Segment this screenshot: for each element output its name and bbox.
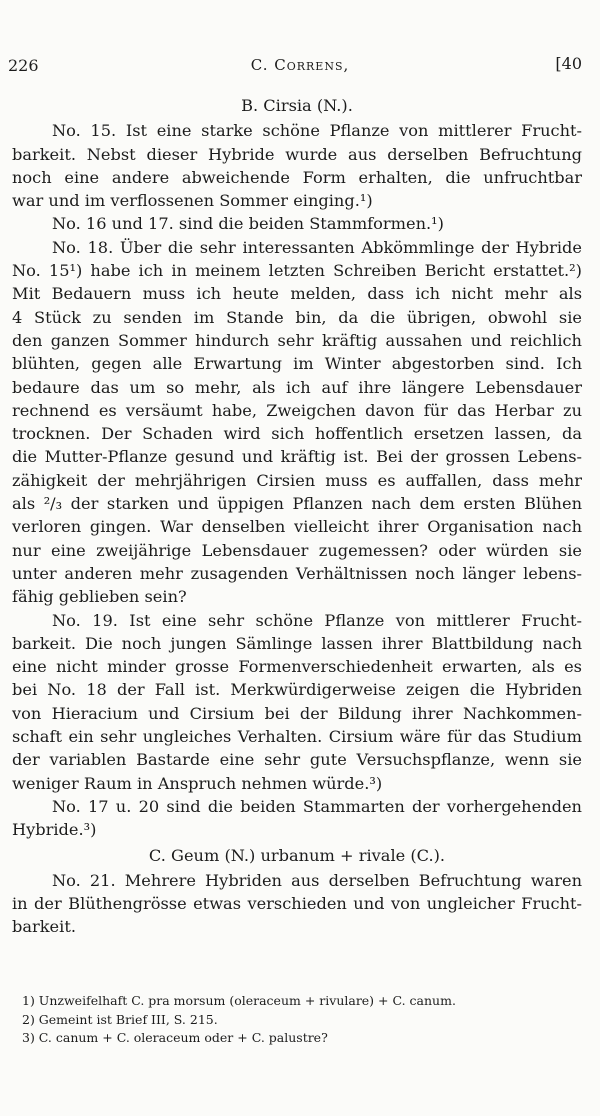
text-line: weniger Raum in Anspruch nehmen würde.³) — [12, 773, 383, 793]
text-line: in der Blüthengrösse etwas verschieden und von ungleicher Frucht- — [12, 894, 582, 914]
section-heading: B. Cirsia (N.). — [241, 96, 353, 115]
text-line: war und im verflossenen Sommer einging.¹) — [12, 191, 373, 211]
text-line: No. 21. Mehrere Hybriden aus derselben Befruchtung waren — [52, 870, 582, 890]
text-line: noch eine andere abweichende Form erhalten, die unfruchtbar — [12, 167, 582, 187]
text-line: barkeit. Nebst dieser Hybride wurde aus derselben Befruchtung — [12, 144, 582, 164]
page-number: 226 — [8, 56, 39, 75]
running-head-author: C. Correns, — [250, 56, 350, 74]
text-line: bedaure das um so mehr, als ich auf ihre längere Lebensdauer — [12, 377, 582, 397]
text-line: bei No. 18 der Fall ist. Merkwürdigerweise zeigen die Hybriden — [12, 680, 582, 700]
text-line: No. 15. Ist eine starke schöne Pflanze von mittlerer Frucht- — [52, 121, 582, 141]
text-line: trocknen. Der Schaden wird sich hoffentlich ersetzen lassen, da — [12, 424, 582, 444]
text-line: No. 17 u. 20 sind die beiden Stammarten der vorhergehenden — [52, 796, 582, 816]
text-line: zähigkeit der mehrjährigen Cirsien muss es auffallen, dass mehr — [12, 470, 582, 490]
text-line: als ²/₃ der starken und üppigen Pflanzen nach dem ersten Blühen — [12, 494, 582, 514]
text-line: der variablen Bastarde eine sehr gute Versuchspflanze, wenn sie — [12, 750, 582, 770]
text-line: nur eine zweijährige Lebensdauer zugemessen? oder würden sie — [12, 540, 582, 560]
text-line: No. 16 und 17. sind die beiden Stammformen.¹) — [52, 214, 444, 234]
page-bracket: [40 — [555, 54, 582, 73]
footnote: 2) Gemeint ist Brief III, S. 215. — [22, 1011, 218, 1027]
text-line: den ganzen Sommer hindurch sehr kräftig aussahen und reichlich — [12, 330, 582, 350]
text-line: eine nicht minder grosse Formenverschiedenheit erwarten, als es — [12, 657, 582, 677]
text-line: von Hieracium und Cirsium bei der Bildung ihrer Nachkommen- — [12, 703, 582, 723]
text-line: verloren gingen. War denselben vielleicht ihrer Organisation nach — [12, 517, 582, 537]
text-line: die Mutter-Pflanze gesund und kräftig ist. Bei der grossen Lebens- — [12, 447, 582, 467]
text-line: No. 19. Ist eine sehr schöne Pflanze von mittlerer Frucht- — [52, 610, 582, 630]
text-line: No. 18. Über die sehr interessanten Abkömmlinge der Hybride — [52, 237, 582, 257]
text-line: Hybride.³) — [12, 820, 97, 840]
text-line: fähig geblieben sein? — [12, 587, 187, 607]
footnote: 3) C. canum + C. oleraceum oder + C. palustre? — [22, 1030, 328, 1045]
text-line: barkeit. Die noch jungen Sämlinge lassen ihrer Blattbildung nach — [12, 633, 582, 653]
text-line: No. 15¹) habe ich in meinem letzten Schreiben Bericht erstattet.²) — [12, 261, 582, 281]
text-line: barkeit. — [12, 917, 76, 937]
footnote: 1) Unzweifelhaft C. pra morsum (oleraceum + rivulare) + C. canum. — [22, 993, 456, 1008]
text-line: rechnend es versäumt habe, Zweigchen davon für das Herbar zu — [12, 400, 582, 420]
text-line: blühten, gegen alle Erwartung im Winter abgestorben sind. Ich — [12, 354, 582, 374]
section-heading: C. Geum (N.) urbanum + rivale (C.). — [148, 845, 446, 865]
text-line: 4 Stück zu senden im Stande bin, da die übrigen, obwohl sie — [12, 307, 582, 327]
running-header — [0, 52, 600, 76]
text-line: schaft ein sehr ungleiches Verhalten. Cirsium wäre für das Studium — [12, 727, 582, 747]
text-line: unter anderen mehr zusagenden Verhältnissen noch länger lebens- — [12, 563, 582, 583]
body-text — [12, 92, 582, 939]
text-line: Mit Bedauern muss ich heute melden, dass ich nicht mehr als — [12, 284, 582, 304]
footnotes — [22, 992, 542, 1048]
